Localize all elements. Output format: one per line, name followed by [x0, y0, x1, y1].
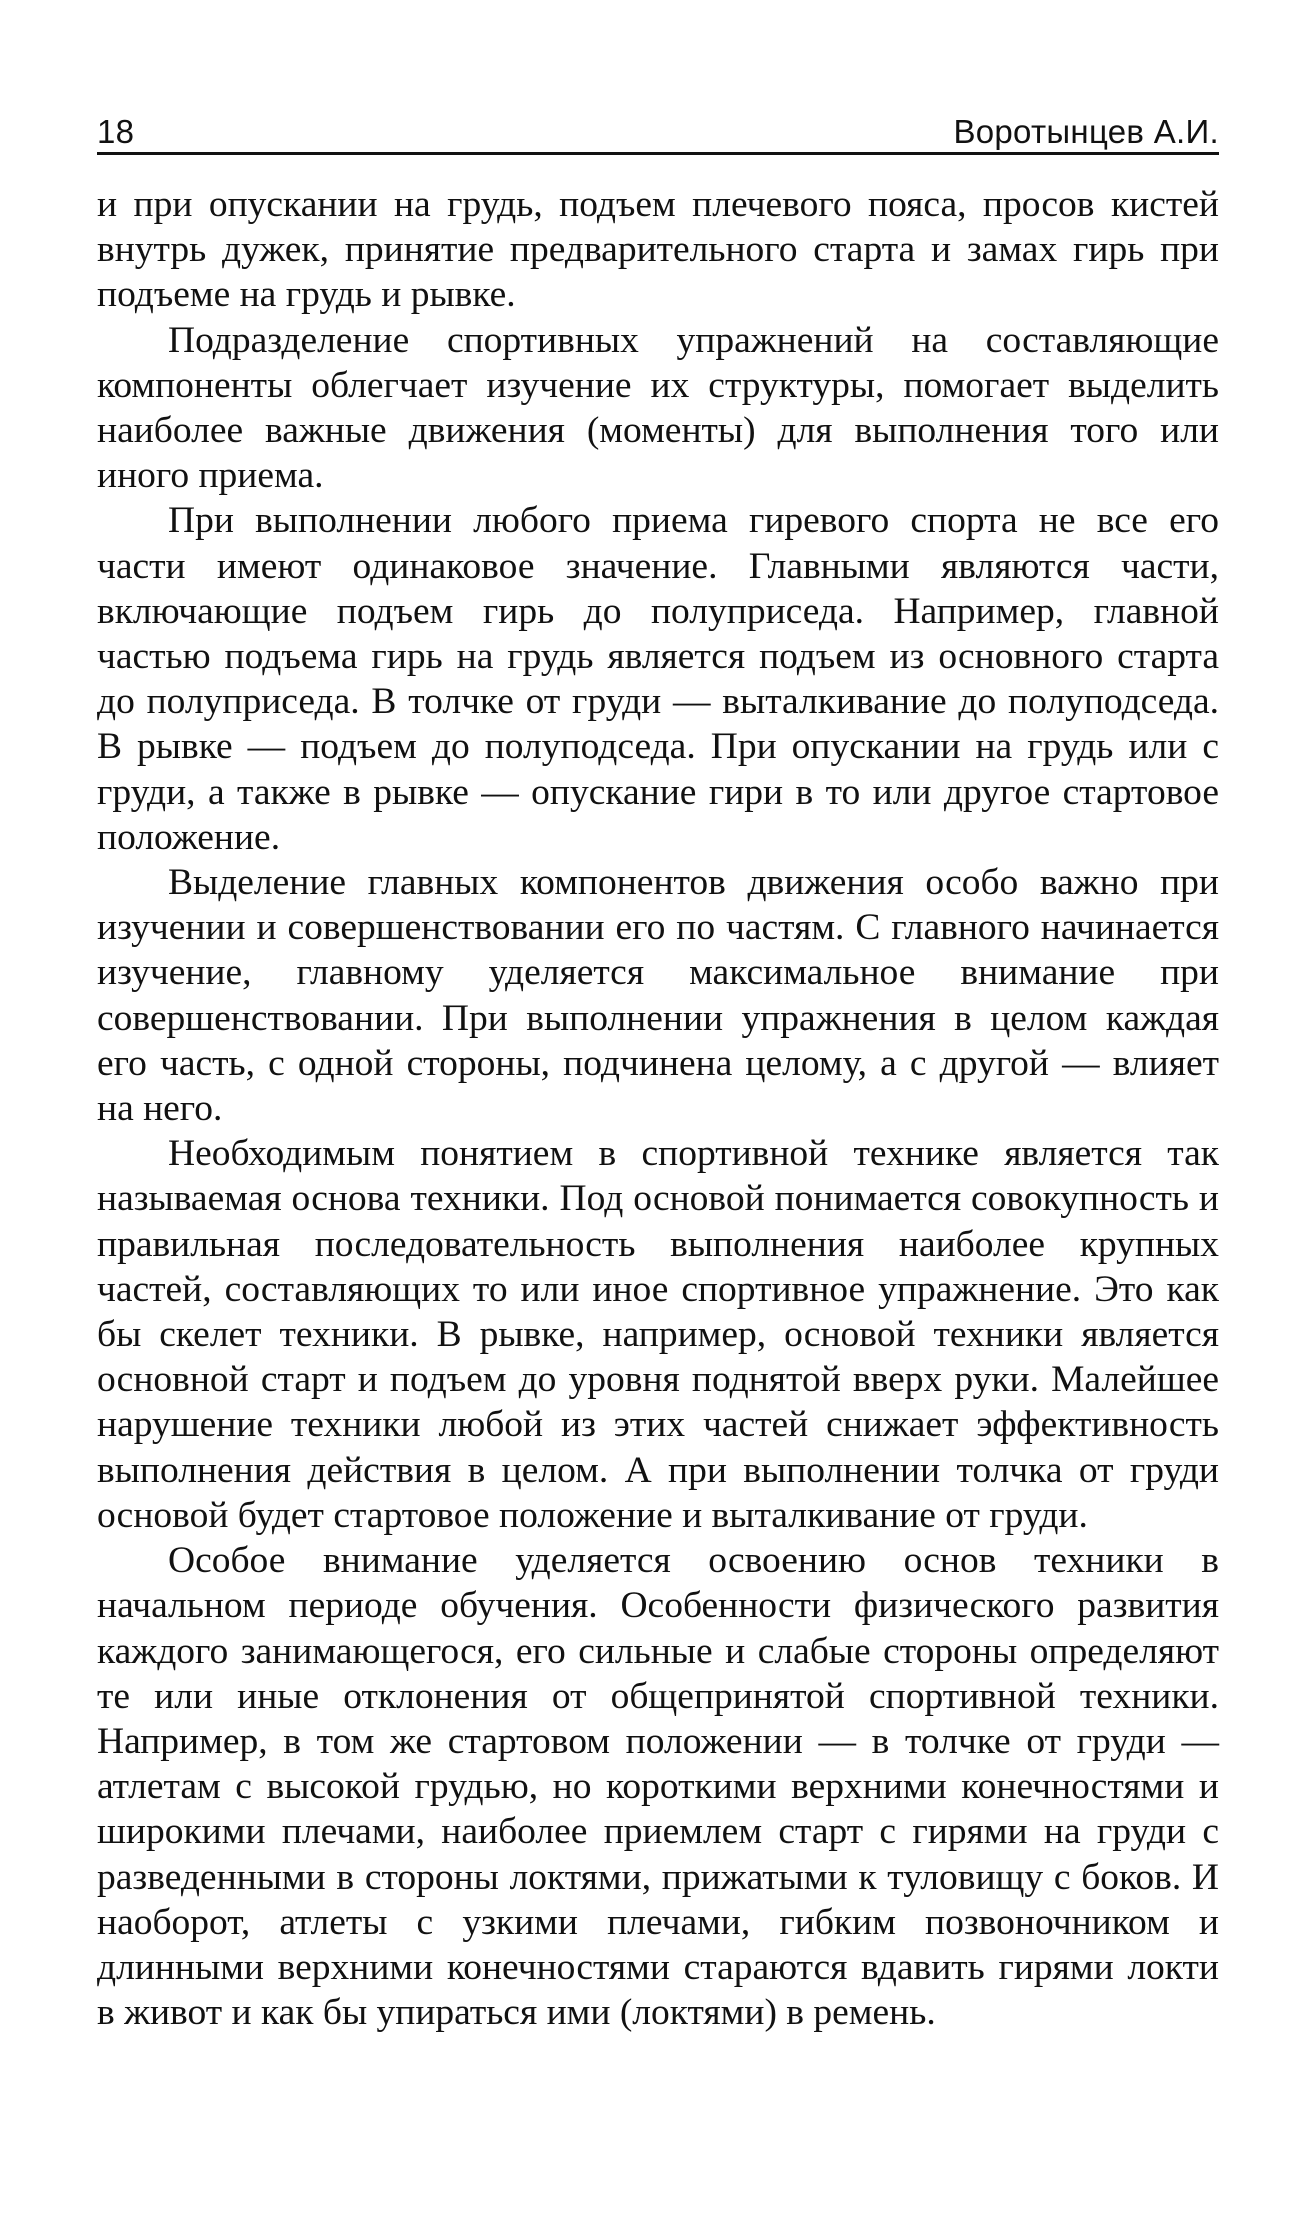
body-text	[97, 182, 1219, 2035]
author-name: Воротынцев А.И.	[953, 113, 1219, 150]
paragraph: При выполнении любого приема гиревого спорта не все его части имеют одинаковое значение. Главными являются части, включающие подъем гирь до полуприседа. Например, главной частью подъема гирь на грудь является подъем из основного старта до полуприседа. В толчке от груди — выталкивание до полуподседа. В рывке — подъем до полуподседа. При опускании на грудь или с груди, а также в рывке — опускание гири в то или другое стартовое положение.	[97, 500, 1219, 858]
paragraph: Подразделение спортивных упражнений на составляющие компоненты облегчает изучение их структуры, помогает выделить наиболее важные движения (моменты) для выполнения того или иного приема.	[97, 319, 1219, 497]
paragraph-continued: и при опускании на грудь, подъем плечевого пояса, просов кистей внутрь дужек, принятие предварительного старта и замах гирь при подъеме на грудь и рывке.	[97, 184, 1219, 316]
running-head	[97, 100, 1219, 154]
header-rule	[97, 152, 1219, 155]
paragraph: Необходимым понятием в спортивной технике является так называемая основа техники. Под основой понимается совокупность и правильная последовательность выполнения наиболее крупных частей, составляющих то или иное спортивное упражнение. Это как бы скелет техники. В рывке, например, основой техники является основной старт и подъем до уровня поднятой вверх руки. Малейшее нарушение техники любой из этих частей снижает эффективность выполнения действия в целом. А при выполнении толчка от груди основой будет стартовое положение и выталкивание от груди.	[97, 1133, 1219, 1536]
paragraph: Особое внимание уделяется освоению основ техники в начальном периоде обучения. Особенности физического развития каждого занимающегося, его сильные и слабые стороны определяют те или иные отклонения от общепринятой спортивной техники. Например, в том же стартовом положении — в толчке от груди — атлетам с высокой грудью, но короткими верхними конечностями и широкими плечами, наиболее приемлем старт с гирями на груди с разведенными в стороны локтями, прижатыми к туловищу с боков. И наоборот, атлеты с узкими плечами, гибким позвоночником и длинными верхними конечностями стараются вдавить гирями локти в живот и как бы упираться ими (локтями) в ремень.	[97, 1540, 1219, 2034]
paragraph: Выделение главных компонентов движения особо важно при изучении и совершенствовании его по частям. С главного начинается изучение, главному уделяется максимальное внимание при совершенствовании. При выполнении упражнения в целом каждая его часть, с одной стороны, подчинена целому, а с другой — влияет на него.	[97, 862, 1219, 1130]
page-number: 18	[97, 113, 135, 150]
